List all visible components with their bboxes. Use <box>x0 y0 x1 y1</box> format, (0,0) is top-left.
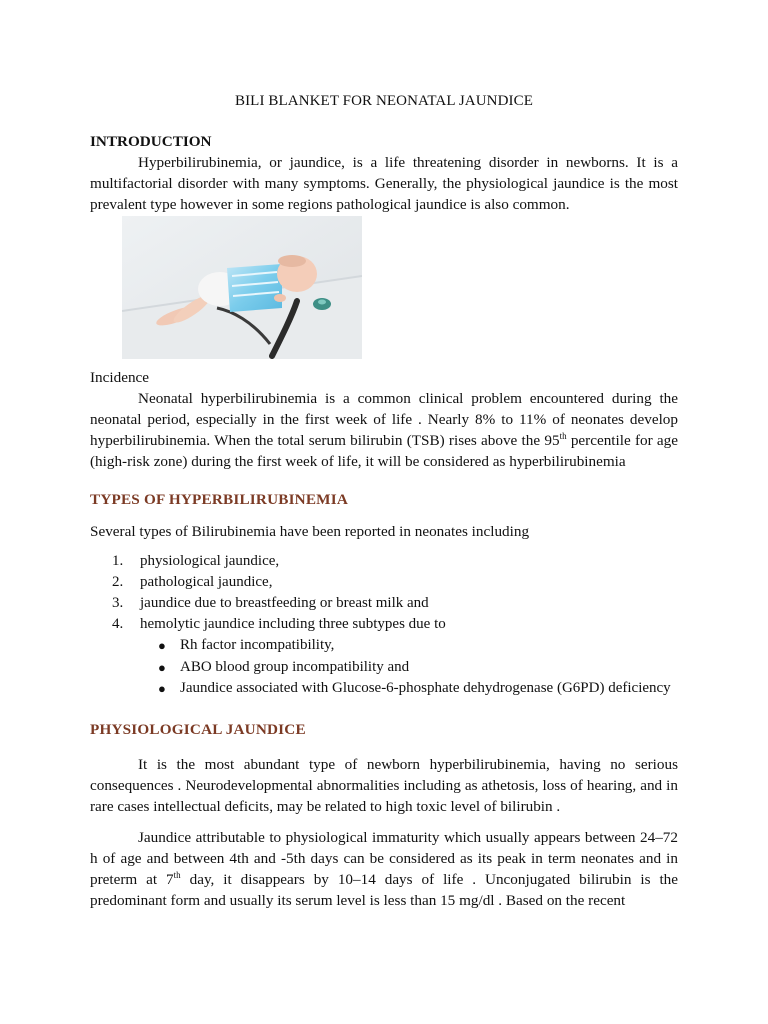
types-intro: Several types of Bilirubinemia have been reported in neonates including <box>90 523 530 540</box>
physiological-text-b: day, it disappears by 10–14 days of life . Unconjugated bilirubin is the predominant form and usually its serum level is less than 15 mg/dl . Based on the recent <box>90 871 678 909</box>
list-number: 1. <box>112 553 124 569</box>
list-number: 4. <box>112 616 124 632</box>
sub-list-text: Rh factor incompatibility, <box>180 637 335 653</box>
physiological-superscript: th <box>173 870 181 880</box>
sub-list-text: ABO blood group incompatibility and <box>180 658 410 675</box>
list-text: pathological jaundice, <box>140 574 273 590</box>
sub-list-item <box>90 678 671 700</box>
list-number: 2. <box>112 574 124 590</box>
list-item <box>90 614 446 635</box>
physiological-paragraph-1: It is the most abundant type of newborn hyperbilirubinemia, having no serious consequences . Neurodevelopmental abnormalities including as athetosis, loss of hearing, and in rare cases intellectual deficits, may be related to high toxic level of bilirubin . <box>90 756 678 815</box>
physiological-heading: PHYSIOLOGICAL JAUNDICE <box>90 721 306 738</box>
hemolytic-subtypes-list <box>90 635 671 700</box>
introduction-heading: INTRODUCTION <box>90 133 212 150</box>
physiological-paragraph-2 <box>90 827 678 911</box>
bullet-icon: ● <box>158 681 166 696</box>
list-text: jaundice due to breastfeeding or breast milk and <box>140 595 429 611</box>
list-item <box>90 572 446 593</box>
list-text: physiological jaundice, <box>140 553 280 569</box>
bullet-icon: ● <box>158 659 166 675</box>
sub-list-item <box>90 657 671 679</box>
incidence-text-b: percentile for age (high-risk zone) during the first week of life, it will be considered as hyperbilirubinemia <box>90 432 679 470</box>
sub-list-item <box>90 635 671 657</box>
incidence-superscript: th <box>559 431 567 441</box>
sub-list-text: Jaundice associated with Glucose-6-phosphate dehydrogenase (G6PD) deficiency <box>180 680 671 696</box>
list-item <box>90 551 446 572</box>
introduction-paragraph: Hyperbilirubinemia, or jaundice, is a life threatening disorder in newborns. It is a multifactorial disorder with many symptoms. Generally, the physiological jaundice is the most prevalent type however in some regions pathological jaundice is also common. <box>90 154 678 213</box>
types-list <box>90 551 446 635</box>
bullet-icon: ● <box>158 638 166 653</box>
incidence-text-a: Neonatal hyperbilirubinemia is a common clinical problem encountered during the neonatal period, especially in the first week of life . Nearly 8% to 11% of neonates develop hyperbilirubinemia. When the total serum bilirubin (TSB) rises above the 95 <box>90 390 678 449</box>
list-number: 3. <box>112 595 124 611</box>
physiological-text-a: Jaundice attributable to physiological immaturity which usually appears between 24–72 h of age and between 4th and -5th days can be considered as its peak in term neonates and in preterm at 7 <box>90 829 678 888</box>
list-item <box>90 593 446 614</box>
incidence-heading: Incidence <box>90 369 150 386</box>
baby-bili-blanket-photo <box>122 216 362 359</box>
list-text: hemolytic jaundice including three subtypes due to <box>140 616 446 632</box>
document-title: BILI BLANKET FOR NEONATAL JAUNDICE <box>234 93 534 109</box>
incidence-paragraph <box>90 388 678 472</box>
types-heading: TYPES OF HYPERBILIRUBINEMIA <box>90 491 348 508</box>
